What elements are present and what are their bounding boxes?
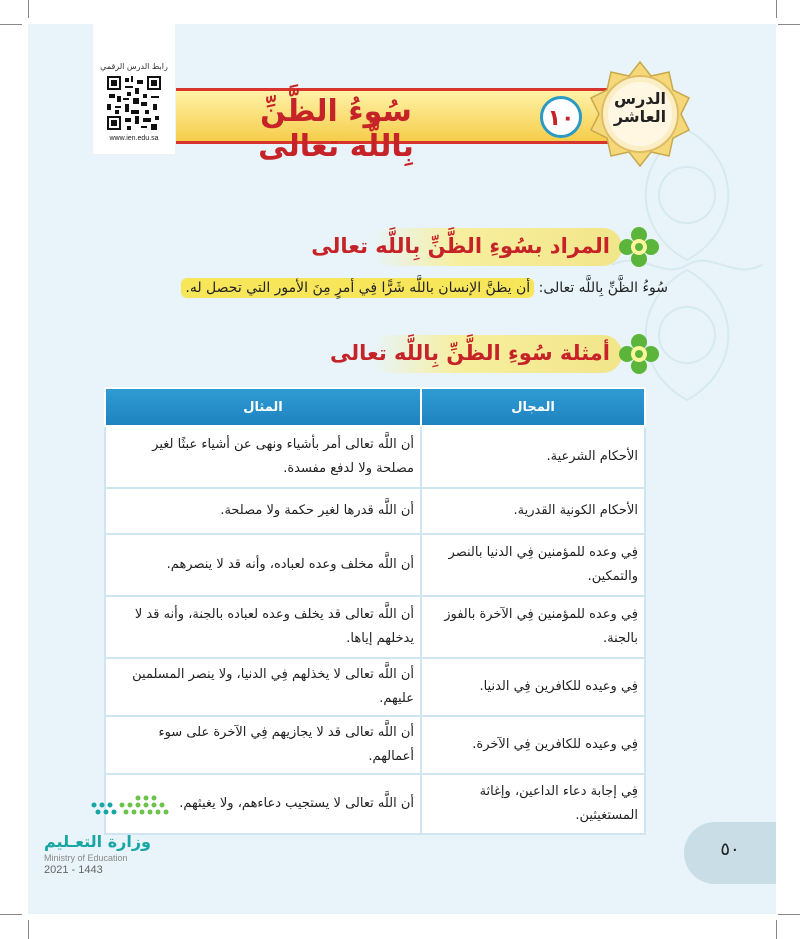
- lesson-number: ١٠: [540, 96, 582, 138]
- qr-caption: رابط الدرس الرقمي: [100, 62, 168, 71]
- cell-example: أن اللَّه تعالى لا يستجيب دعاءهم، ولا يغيثهم.: [105, 774, 421, 834]
- crop-mark: [0, 914, 22, 915]
- cell-area: فِي وعده للمؤمنين فِي الدنيا بالنصر والتمكين.: [421, 534, 645, 596]
- section-heading-text: أمثلة سُوءِ الظَّنِّ بِاللَّه تعالى: [329, 341, 610, 365]
- ministry-name-english: Ministry of Education: [44, 853, 128, 863]
- crop-mark: [776, 920, 777, 939]
- ministry-logo-icon: [86, 795, 178, 835]
- crop-mark: [778, 914, 800, 915]
- crop-mark: [28, 0, 29, 18]
- table-row: [105, 426, 645, 488]
- cell-area: فِي وعيده للكافرين فِي الآخرة.: [421, 716, 645, 774]
- flower-icon: [616, 333, 662, 375]
- table-header-row: [105, 388, 645, 426]
- crop-mark: [0, 24, 22, 25]
- cell-area: الأحكام الشرعية.: [421, 426, 645, 488]
- crop-mark: [778, 24, 800, 25]
- table-row: [105, 596, 645, 658]
- section-heading-examples: [329, 335, 662, 373]
- cell-example: أن اللَّه قدرها لغير حكمة ولا مصلحة.: [105, 488, 421, 534]
- definition-text: أن يظنَّ الإنسان باللَّه شَرًّا فِي أمرٍ مِنَ الأمور التي تحصل له.: [181, 278, 534, 298]
- qr-code-icon[interactable]: [105, 74, 163, 132]
- cell-example: أن اللَّه تعالى قد يخلف وعده لعباده بالجنة، وأنه قد لا يدخلهم إياها.: [105, 596, 421, 658]
- crop-mark: [28, 920, 29, 939]
- table-row: [105, 534, 645, 596]
- definition-line: [181, 280, 668, 296]
- flower-icon: [616, 226, 662, 268]
- page-number: ٥٠: [684, 822, 776, 884]
- lesson-badge-label: [599, 90, 681, 126]
- ministry-name-arabic: وزارة التعـليم: [44, 832, 151, 851]
- column-header-area: المجال: [421, 388, 645, 426]
- cell-example: أن اللَّه تعالى لا يخذلهم فِي الدنيا، ولا ينصر المسلمين عليهم.: [105, 658, 421, 716]
- lesson-badge-line2: العاشر: [613, 107, 667, 126]
- cell-area: فِي وعيده للكافرين فِي الدنيا.: [421, 658, 645, 716]
- qr-url[interactable]: www.ien.edu.sa: [109, 135, 159, 142]
- edition-year: 2021 - 1443: [44, 864, 103, 876]
- column-header-example: المثال: [105, 388, 421, 426]
- qr-code-block[interactable]: [93, 14, 175, 154]
- table-row: [105, 658, 645, 716]
- cell-example: أن اللَّه مخلف وعده لعباده، وأنه قد لا ينصرهم.: [105, 534, 421, 596]
- section-heading-meaning: [311, 228, 662, 266]
- section-heading-text: المراد بسُوءِ الظَّنِّ بِاللَّه تعالى: [311, 234, 610, 258]
- table-row: [105, 716, 645, 774]
- cell-area: فِي إجابة دعاء الداعين، وإغاثة المستغيثين.: [421, 774, 645, 834]
- crop-mark: [776, 0, 777, 18]
- lesson-title: سُوءُ الظَّنِّ بِاللَّه تعالى: [258, 94, 414, 164]
- definition-term: سُوءُ الظَّنِّ بِاللَّه تعالى:: [538, 280, 668, 296]
- examples-table: [104, 387, 646, 835]
- lesson-badge-line1: الدرس: [613, 89, 667, 108]
- cell-area: فِي وعده للمؤمنين فِي الآخرة بالفوز بالجنة.: [421, 596, 645, 658]
- cell-example: أن اللَّه تعالى قد لا يجازيهم فِي الآخرة على سوء أعمالهم.: [105, 716, 421, 774]
- cell-area: الأحكام الكونية القدرية.: [421, 488, 645, 534]
- cell-example: أن اللَّه تعالى أمر بأشياء ونهى عن أشياء عبثًا لغير مصلحة ولا لدفع مفسدة.: [105, 426, 421, 488]
- table-row: [105, 774, 645, 834]
- table-row: [105, 488, 645, 534]
